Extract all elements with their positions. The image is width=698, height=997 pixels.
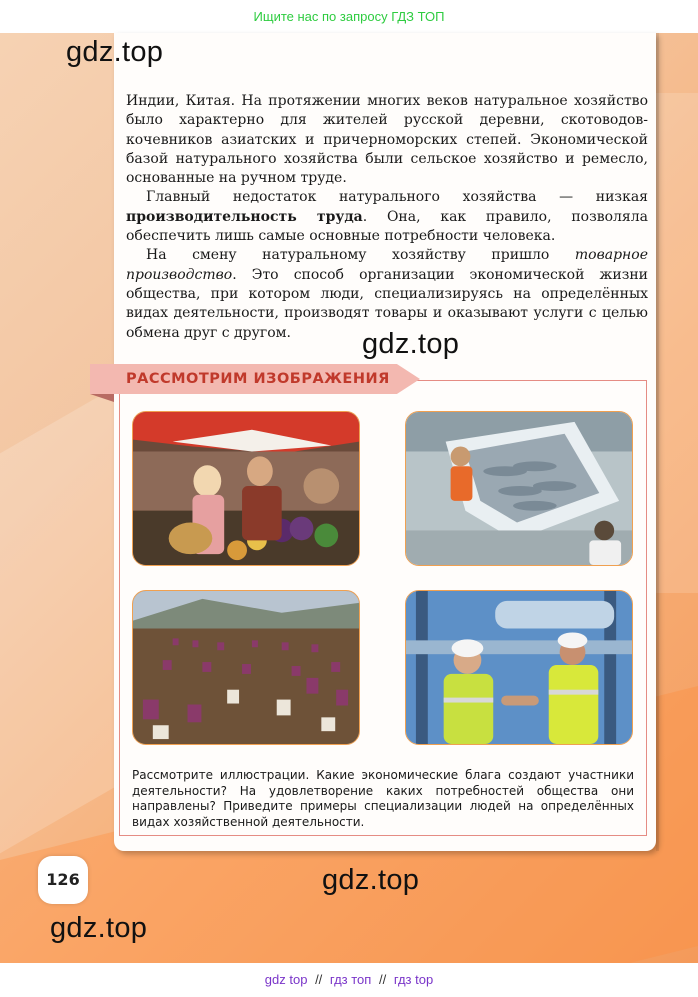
bottom-banner [0,963,698,997]
watermark: gdz.top [362,328,460,360]
bottom-link-3[interactable]: гдз top [393,972,434,987]
term-bold: производительность труда [126,208,363,225]
separator: // [315,972,323,987]
main-text [126,92,648,343]
engineers-illustration [406,591,632,744]
bottom-link-1[interactable]: gdz top [264,972,308,987]
page-number: 126 [38,856,88,904]
paragraph: Индии, Китая. На протяжении многих веков натуральное хозяйство было характерно для жителей русской деревни, скотоводов-кочевников азиатских и причерноморских степей. Экономической базой натурального хозяйства были сельское хозяйство и ремесло, основанные на ручном труде. [126,93,648,187]
term-italic: товарное производство [126,247,648,283]
task-question: Рассмотрите иллюстрации. Какие экономические блага создают участники деятельности? На удовлетворение каких потребностей общества они направлены? Приведите примеры специализации людей на определённых видах хозяйственной деятельности. [132,768,634,829]
engineers-photo [405,590,633,745]
top-banner[interactable] [0,0,698,33]
market-illustration [133,412,359,565]
top-banner-text[interactable]: Ищите нас по запросу ГДЗ ТОП [253,9,445,24]
farm-field-photo [132,590,360,745]
field-illustration [133,591,359,744]
section-title: РАССМОТРИМ ИЗОБРАЖЕНИЯ [126,371,390,387]
watermark: gdz.top [322,864,420,896]
fishery-illustration [406,412,632,565]
paragraph: На смену натуральному хозяйству пришло товарное производство. Это способ организации экономической жизни общества, при котором люди, специализируясь на определённых видах деятельности, производят товары и оказывают услуги с целью обмена друг с другом. [126,247,648,341]
paragraph: Главный недостаток натурального хозяйства — низкая производительность труда. Она, как правило, позволяла обеспечить лишь самые основные потребности человека. [126,189,648,245]
page-edge [656,33,659,851]
watermark: gdz.top [66,36,164,68]
separator: // [378,972,387,987]
watermark: gdz.top [50,912,148,944]
fishery-photo [405,411,633,566]
market-photo [132,411,360,566]
bottom-link-2[interactable]: гдз топ [329,972,372,987]
